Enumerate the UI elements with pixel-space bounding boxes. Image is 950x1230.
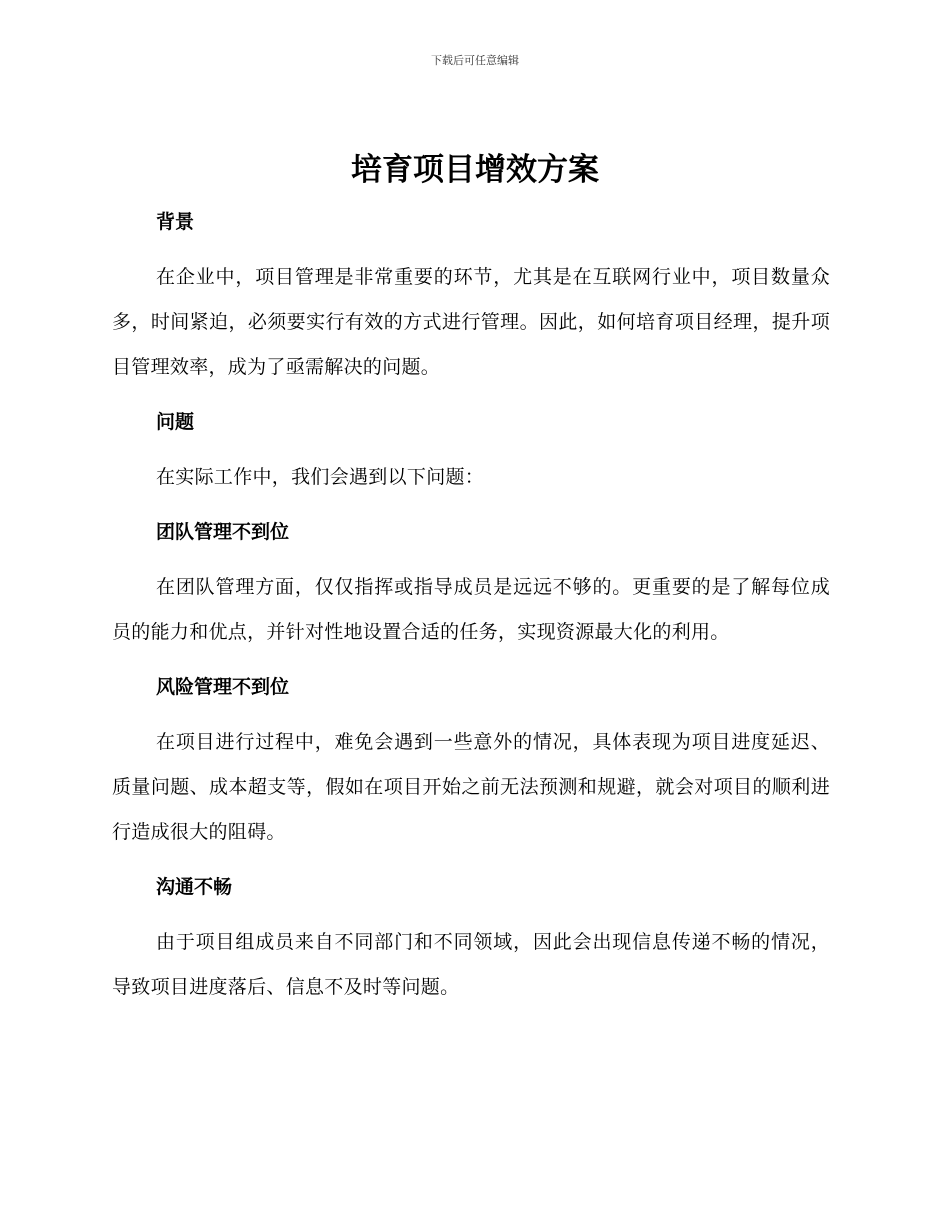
section-paragraph: 在项目进行过程中，难免会遇到一些意外的情况，具体表现为项目进度延迟、质量问题、成本超支等，假如在项目开始之前无法预测和规避，就会对项目的顺利进行造成很大的阻碍。 [112,731,830,843]
section-risk-management [112,667,830,855]
document-body [112,202,830,1010]
section-heading: 风险管理不到位 [156,676,290,698]
section-heading: 背景 [156,211,195,233]
section-problems [112,402,830,500]
section-paragraph: 在团队管理方面，仅仅指挥或指导成员是远远不够的。更重要的是了解每位成员的能力和优点，并针对性地设置合适的任务，实现资源最大化的利用。 [112,576,830,643]
section-paragraph: 在企业中，项目管理是非常重要的环节，尤其是在互联网行业中，项目数量众多，时间紧迫，必须要实行有效的方式进行管理。因此，如何培育项目经理，提升项目管理效率，成为了亟需解决的问题。 [112,266,830,378]
section-heading: 沟通不畅 [156,876,233,898]
section-paragraph: 由于项目组成员来自不同部门和不同领域，因此会出现信息传递不畅的情况，导致项目进度落后、信息不及时等问题。 [112,931,830,998]
document-title: 培育项目增效方案 [351,152,599,188]
section-heading: 团队管理不到位 [156,521,290,543]
section-heading: 问题 [156,411,195,433]
section-paragraph: 在实际工作中，我们会遇到以下问题： [156,466,485,488]
page-header-note: 下载后可任意编辑 [431,54,519,67]
section-communication [112,867,830,1010]
section-background [112,202,830,390]
section-team-management [112,512,830,655]
